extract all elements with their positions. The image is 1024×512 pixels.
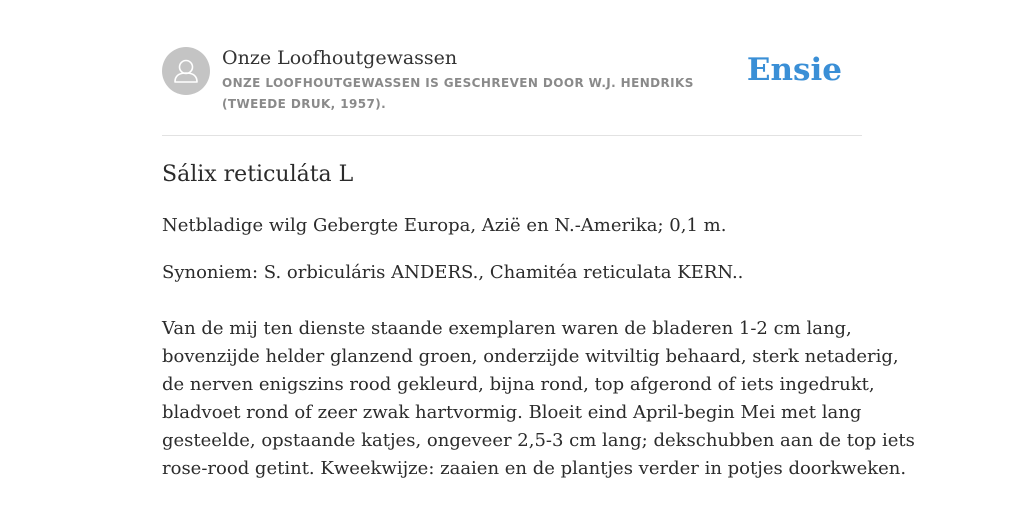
divider (162, 135, 862, 136)
entry-summary: Netbladige wilg Gebergte Europa, Azië en N.-Amerika; 0,1 m. (162, 215, 727, 236)
description-line: de nerven enigszins rood gekleurd, bijna rond, top afgerond of iets ingedrukt, (162, 374, 875, 395)
description-line: Van de mij ten dienste staande exemplaren waren de bladeren 1-2 cm lang, (162, 318, 852, 339)
entry-title: Sálix reticuláta L (162, 162, 354, 187)
entry-description (162, 315, 915, 483)
source-title[interactable]: Onze Loofhoutgewassen (222, 47, 458, 69)
user-icon (162, 47, 210, 95)
entry-synonyms: Synoniem: S. orbiculáris ANDERS., Chamitéa reticulata KERN.. (162, 262, 744, 283)
description-line: gesteelde, opstaande katjes, ongeveer 2,5-3 cm lang; dekschubben aan de top iets (162, 430, 915, 451)
description-line: bovenzijde helder glanzend groen, onderzijde witviltig behaard, sterk netaderig, (162, 346, 899, 367)
source-header (162, 46, 862, 116)
description-line: rose-rood getint. Kweekwijze: zaaien en de plantjes verder in potjes doorkweken. (162, 458, 907, 479)
brand-logo[interactable]: Ensie (746, 52, 842, 88)
description-line: bladvoet rond of zeer zwak hartvormig. Bloeit eind April-begin Mei met lang (162, 402, 862, 423)
avatar[interactable] (162, 47, 210, 95)
source-subtitle: ONZE LOOFHOUTGEWASSEN IS GESCHREVEN DOOR W.J. HENDRIKS (TWEEDE DRUK, 1957). (222, 76, 694, 111)
